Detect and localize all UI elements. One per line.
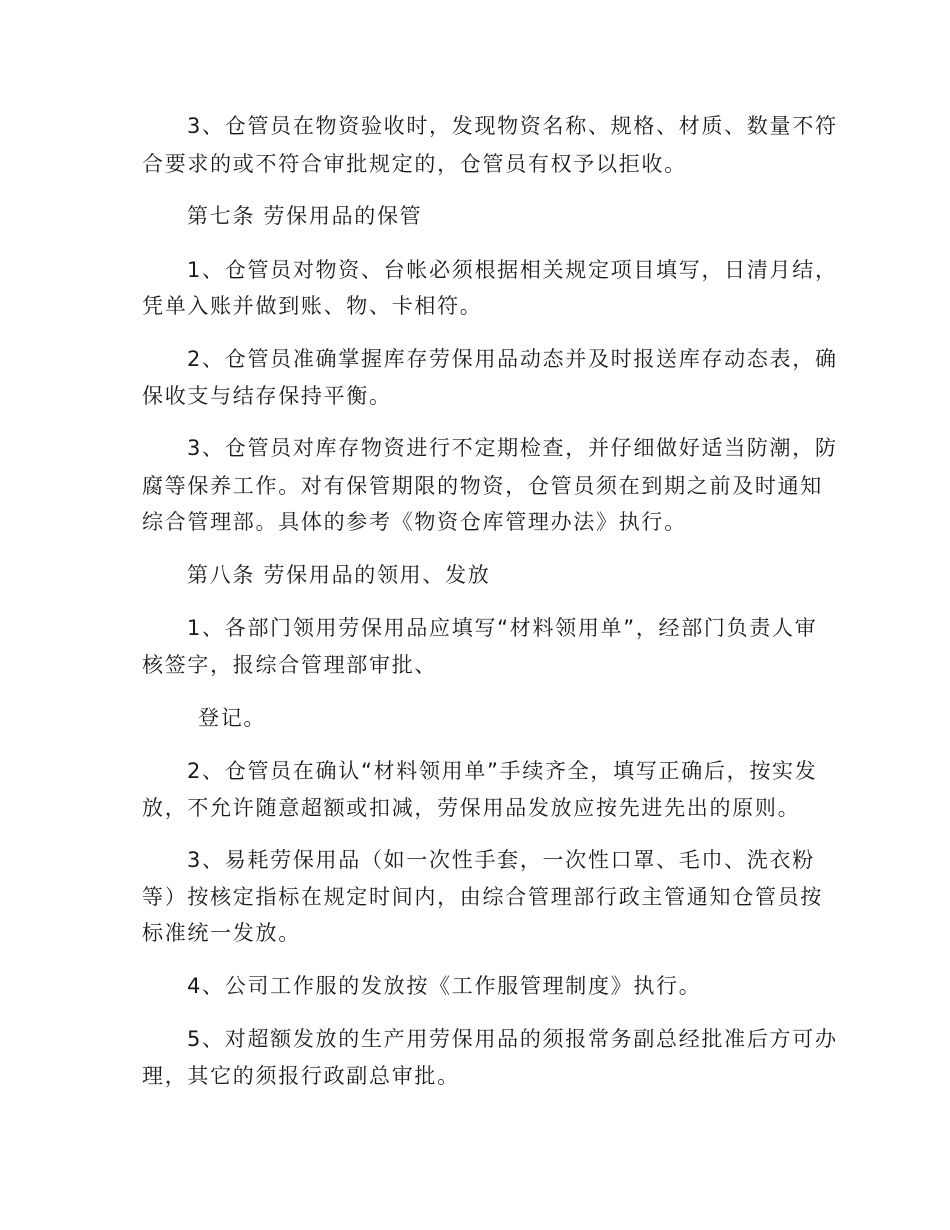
text-line: 登记。 — [198, 706, 267, 730]
text-line: 5、对超额发放的生产用劳保用品的须报常务副总经批准后方可办 — [187, 1027, 838, 1051]
text-line: 凭单入账并做到账、物、卡相符。 — [142, 294, 483, 318]
text-line: 腐等保养工作。对有保管期限的物资，仓管员须在到期之前及时通知 — [142, 474, 823, 498]
section-heading: 第八条 劳保用品的领用、发放 — [187, 563, 491, 587]
text-line: 1、各部门领用劳保用品应填写“材料领用单”，经部门负责人审 — [187, 616, 818, 640]
text-line: 4、公司工作服的发放按《工作服管理制度》执行。 — [187, 974, 702, 998]
text-line: 标准统一发放。 — [142, 921, 301, 945]
text-line: 1、仓管员对物资、台帐必须根据相关规定项目填写，日清月结， — [187, 258, 838, 282]
text-line: 保收支与结存保持平衡。 — [142, 384, 392, 408]
text-line: 理，其它的须报行政副总审批。 — [142, 1064, 460, 1088]
text-line: 3、仓管员对库存物资进行不定期检查，并仔细做好适当防潮，防 — [187, 436, 838, 460]
section-heading: 第七条 劳保用品的保管 — [187, 204, 423, 228]
text-line: 放，不允许随意超额或扣减，劳保用品发放应按先进先出的原则。 — [142, 796, 801, 820]
text-line: 合要求的或不符合审批规定的，仓管员有权予以拒收。 — [142, 152, 687, 176]
text-line: 3、仓管员在物资验收时，发现物资名称、规格、材质、数量不符 — [187, 114, 838, 138]
text-line: 核签字，报综合管理部审批、 — [142, 653, 438, 677]
text-line: 等）按核定指标在规定时间内，由综合管理部行政主管通知仓管员按 — [142, 885, 823, 909]
text-line: 2、仓管员在确认“材料领用单”手续齐全，填写正确后，按实发 — [187, 759, 818, 783]
text-line: 综合管理部。具体的参考《物资仓库管理办法》执行。 — [142, 510, 687, 534]
text-line: 3、易耗劳保用品（如一次性手套，一次性口罩、毛巾、洗衣粉 — [187, 848, 815, 872]
text-line: 2、仓管员准确掌握库存劳保用品动态并及时报送库存动态表，确 — [187, 347, 838, 371]
